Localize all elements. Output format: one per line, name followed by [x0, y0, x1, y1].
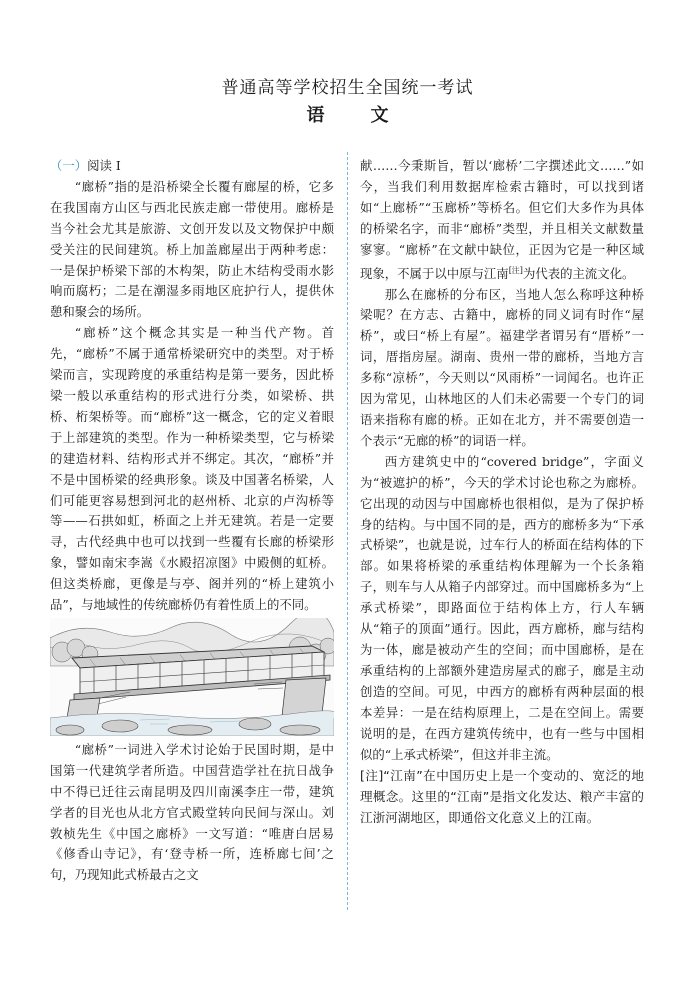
paragraph: 西方建筑史中的“covered bridge”，字面义为“被遮护的桥”，今天的学术讨论也称之为廊桥。它出现的动因与中国廊桥也很相似，是为了保护桥身的结构。与中国不同的是，西方的廊桥多为“下承式桥梁”，也就是说，过车行人的桥面在结构体的下部。如果将桥梁的承重结构体理解为一个长条箱子，则车与人从箱子内部穿过。而中国廊桥多为“上承式桥梁”，即路面位于结构体上方，行人车辆从“箱子的顶面”通行。因此，西方廊桥，廊与结构为一体，廊是被动产生的空间；而中国廊桥，是在承重结构的上部额外建造房屋式的廊子，廊是主动创造的空间。可见，中西方的廊桥有两种层面的根本差异：一是在结构原理上，二是在空间上。需要说明的是，在西方建筑传统中，也有一些与中国相似的“上承式桥梁”，但这并非主流。 [360, 453, 644, 762]
exam-header [0, 76, 695, 130]
paragraph: “廊桥”一词进入学术讨论始于民国时期，是中国第一代建筑学者所造。中国营造学社在抗日战争中不得已迁往云南昆明及四川南溪李庄一带，建筑学者的目光也从北方官式殿堂转向民间与深山。刘敦桢先生《中国之廊桥》一文写道：“唯唐白居易《修香山寺记》，有‘登寺桥一所，连桥廊七间’之句，乃现知此式桥最古之文 [50, 741, 334, 883]
footnote-label: [注] [360, 768, 384, 784]
paragraph: “廊桥”指的是沿桥梁全长覆有廊屋的桥，它多在我国南方山区与西北民族走廊一带使用。廊桥是当今社会尤其是旅游、文创开发以及文物保护中颇受关注的民间建筑。桥上加盖廊屋出于两种考虑：一是保护桥梁下部的木构架，防止木结构受雨水影响而腐朽；二是在潮湿多雨地区庇护行人，提供休憩和聚会的场所。 [50, 178, 334, 320]
exam-title: 普通高等学校招生全国统一考试 [221, 78, 474, 98]
covered-bridge-drawing [50, 618, 334, 736]
section-number: （一） [50, 158, 88, 173]
paragraph: “廊桥”这个概念其实是一种当代产物。首先，“廊桥”不属于通常桥梁研究中的类型。对于桥梁而言，实现跨度的承重结构是第一要务，因此桥梁一般以承重结构的形式进行分类，如梁桥、拱桥、桁架桥等。而“廊桥”这一概念，它的定义着眼于上部建筑的类型。作为一种桥梁类型，它与桥梁的建造材料、结构形式并不绑定。其次，“廊桥”并不是中国桥梁的经典形象。谈及中国著名桥梁，人们可能更容易想到河北的赵州桥、北京的卢沟桥等等——石拱如虹，桥面之上并无建筑。若是一定要寻，古代经典中也可以找到一些覆有长廊的桥梁形象，譬如南宋李嵩《水殿招凉图》中殿侧的虹桥。但这类桥廊，更像是与亭、阁并列的“桥上建筑小品”，与地域性的传统廊桥仍有着性质上的不同。 [50, 325, 334, 613]
column-divider [347, 152, 348, 910]
paragraph [360, 156, 644, 285]
left-column [50, 156, 334, 886]
footnote-reference: [注] [508, 265, 523, 275]
covered-bridge-illustration [50, 618, 334, 736]
paragraph: 那么在廊桥的分布区，当地人怎么称呼这种桥梁呢？在方志、古籍中，廊桥的同义词有时作“屋桥”，或曰“桥上有屋”。福建学者谓另有“厝桥”一词，厝指房屋。湖南、贵州一带的廊桥，当地方言多称“凉桥”，今天则以“风雨桥”一词闻名。也许正因为常见，山林地区的人们未必需要一个专门的词语来指称有廊的桥。正如在北方，并不需要创造一个表示“无廊的桥”的词语一样。 [360, 286, 644, 448]
right-column [360, 156, 644, 828]
paragraph-text-tail: 为代表的主流文化。 [522, 265, 635, 281]
footnote [360, 765, 644, 828]
section-label: 阅读 I [87, 158, 121, 173]
section-heading [50, 156, 334, 177]
footnote-text: “江南”在中国历史上是一个变动的、宽泛的地理概念。这里的“江南”是指文化发达、粮产丰富的江浙河湖地区，即通俗文化意义上的江南。 [360, 768, 644, 826]
paragraph-text: 献……今秉斯旨，暂以‘廊桥’二字撰述此文……”如今，当我们利用数据库检索古籍时，可以找到诸如“上廊桥”“玉廊桥”等桥名。但它们大多作为具体的桥梁名字，而非“廊桥”类型，并且相关文献数量寥寥。“廊桥”在文献中缺位，正因为它是一种区域现象，不属于以中原与江南 [360, 158, 644, 281]
subject-title: 语 文 [306, 105, 403, 126]
